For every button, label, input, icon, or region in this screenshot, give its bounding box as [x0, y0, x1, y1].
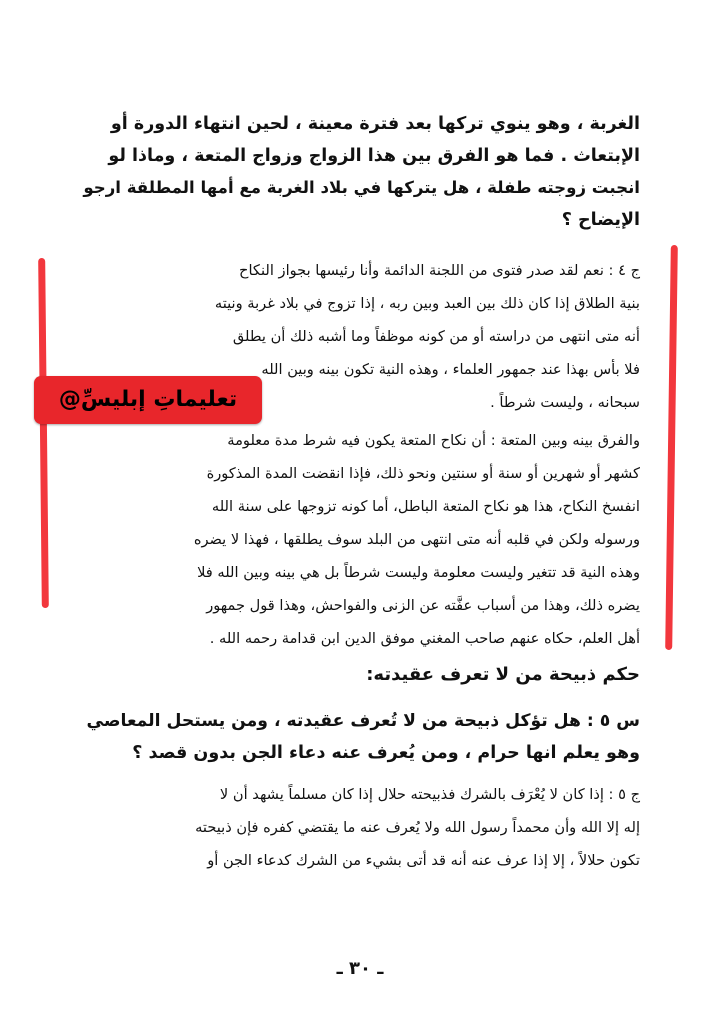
text-line: بنية الطلاق إذا كان ذلك بين العبد وبين ربه ، إذا تزوج في بلاد غربة ونيته	[214, 295, 640, 312]
text-line: ج ٤ : نعم لقد صدر فتوى من اللجنة الدائمة وأنا رئيسها بجواز النكاح	[239, 262, 640, 279]
text-line: يضره ذلك، وهذا من أسباب عفَّته عن الزنى والفواحش، وهذا قول جمهور	[206, 597, 640, 614]
answer-5-paragraph	[80, 778, 640, 877]
text-line: وهذه النية قد تتغير وليست معلومة وليست شرطاً بل هي بينه وبين الله فلا	[197, 564, 640, 581]
answer-4-paragraph-2	[80, 424, 640, 655]
text-line: الإبتعاث . فما هو الفرق بين هذا الزواج وزواج المتعة ، وماذا لو	[108, 146, 640, 166]
question-5-block	[80, 705, 640, 769]
text-line: إله إلا الله وأن محمداً رسول الله ولا يُعرف عنه ما يقتضي كفره فإن ذبيحته	[195, 819, 640, 836]
question-block-continued	[80, 108, 640, 236]
text-line: تكون حلالاً ، إلا إذا عرف عنه أنه قد أتى بشيء من الشرك كدعاء الجن أو	[207, 852, 640, 869]
red-annotation-line-right	[665, 245, 678, 650]
text-line: فلا بأس بهذا عند جمهور العلماء ، وهذه النية تكون بينه وبين الله	[261, 361, 640, 378]
text-line: ج ٥ : إذا كان لا يُعْرَف بالشرك فذبيحته حلال إذا كان مسلماً يشهد أن لا	[219, 786, 640, 803]
text-line: أنه متى انتهى من دراسته أو من كونه موظفاً وما أشبه ذلك أن يطلق	[232, 328, 640, 345]
red-annotation-line-left	[38, 258, 49, 608]
text-line: الإيضاح ؟	[561, 210, 640, 230]
watermark-text: @تعليماتِ إبليسِّ	[58, 387, 238, 412]
section-heading: حكم ذبيحة من لا تعرف عقيدته:	[366, 664, 640, 685]
watermark-badge	[34, 376, 262, 424]
text-line: ورسوله ولكن في قلبه أنه متى انتهى من البلد سوف يطلقها ، فهذا لا يضره	[193, 531, 640, 548]
text-line: وهو يعلم انها حرام ، ومن يُعرف عنه دعاء الجن بدون قصد ؟	[132, 743, 640, 763]
text-line: كشهر أو شهرين أو سنة أو سنتين ونحو ذلك، فإذا انقضت المدة المذكورة	[206, 465, 640, 482]
text-line: سبحانه ، وليست شرطاً .	[490, 394, 640, 411]
text-line: أهل العلم، حكاه عنهم صاحب المغني موفق الدين ابن قدامة رحمه الله .	[209, 630, 640, 647]
text-line: انفسخ النكاح، هذا هو نكاح المتعة الباطل، أما كونه تزوجها على سنة الله	[211, 498, 640, 515]
text-line: انجبت زوجته طفلة ، هل يتركها في بلاد الغربة مع أمها المطلقة ارجو	[83, 178, 640, 197]
text-line: والفرق بينه وبين المتعة : أن نكاح المتعة يكون فيه شرط مدة معلومة	[227, 432, 640, 449]
page-number: ـ ٣٠ ـ	[336, 958, 384, 979]
text-line: س ٥ : هل تؤكل ذبيحة من لا تُعرف عقيدته ، ومن يستحل المعاصي	[86, 711, 640, 731]
text-line: الغربة ، وهو ينوي تركها بعد فترة معينة ، لحين انتهاء الدورة أو	[110, 114, 640, 134]
